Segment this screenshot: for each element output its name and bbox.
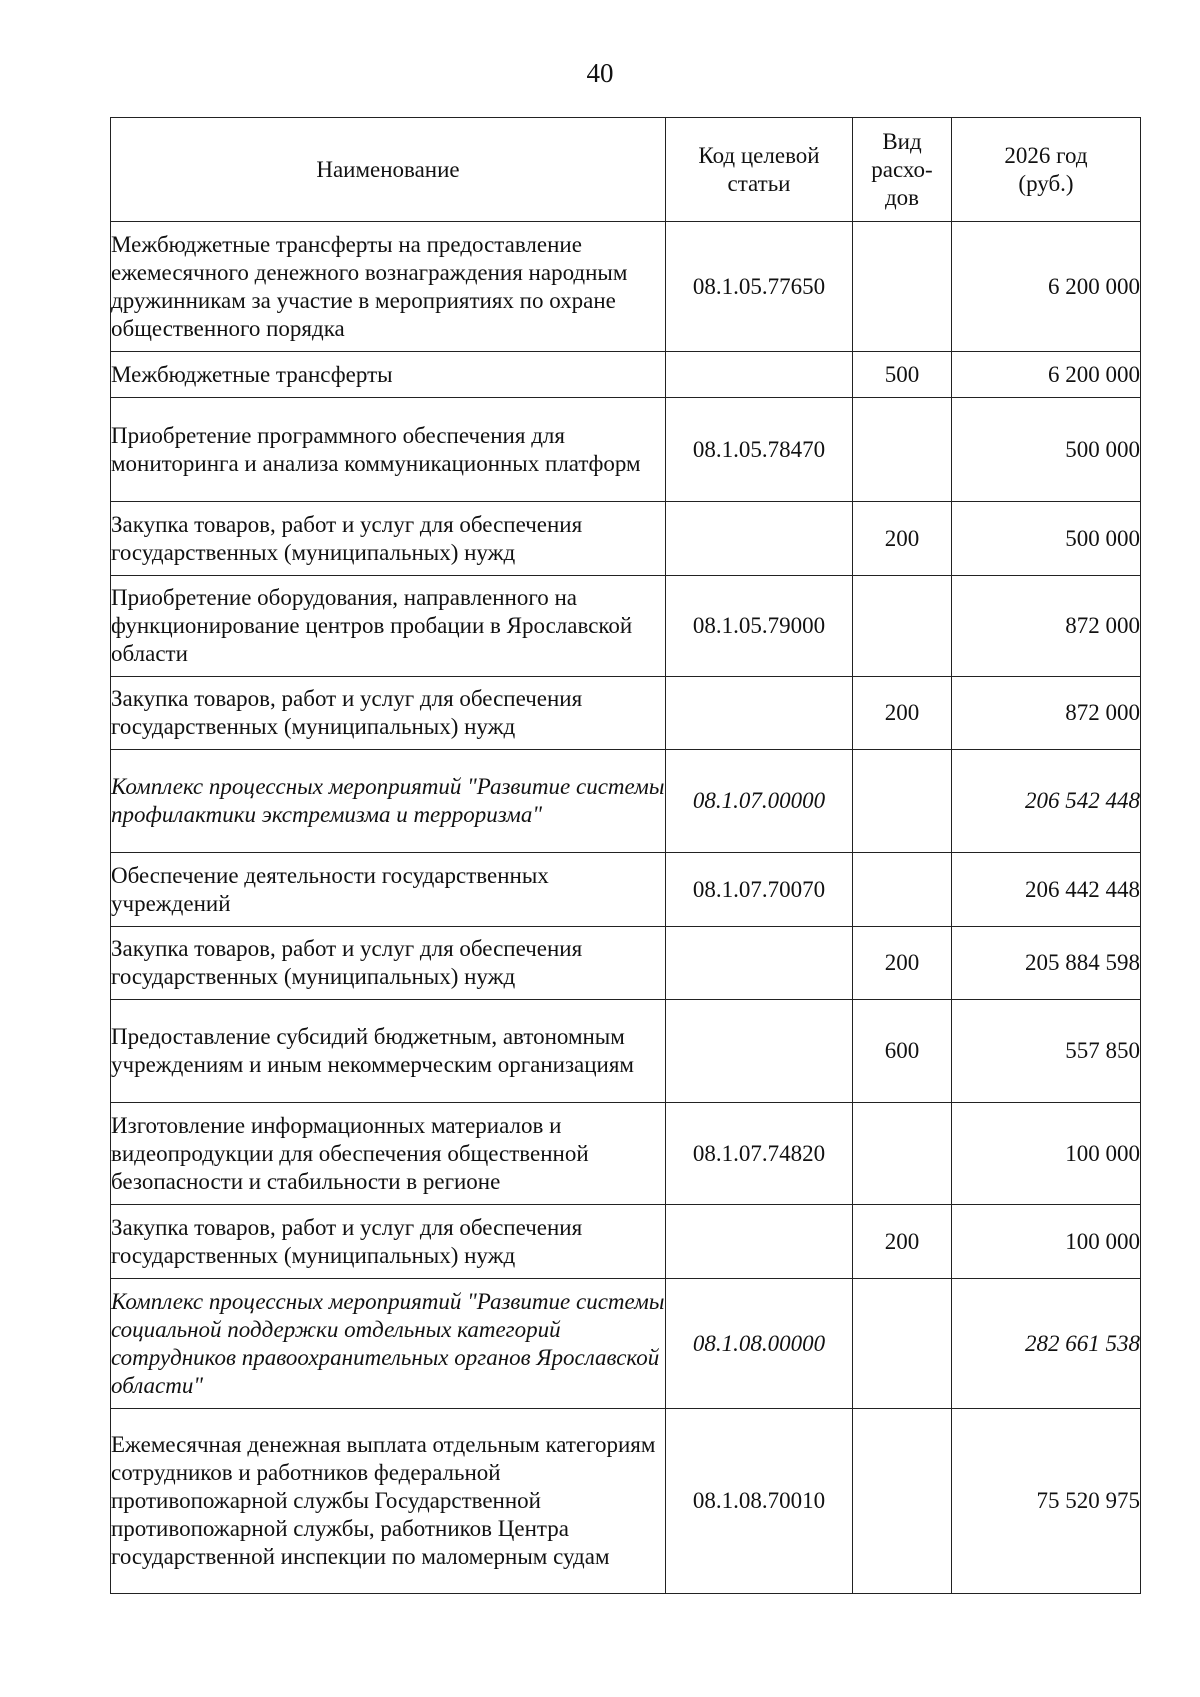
table-row — [111, 576, 1141, 677]
row-kind: 200 — [853, 677, 952, 750]
table-row — [111, 502, 1141, 576]
table-row — [111, 750, 1141, 853]
row-kind: 600 — [853, 1000, 952, 1103]
row-code — [666, 502, 853, 576]
row-kind: 200 — [853, 1205, 952, 1279]
row-amount: 500 000 — [952, 502, 1141, 576]
header-code: Код целевой статьи — [666, 118, 853, 222]
row-amount: 282 661 538 — [952, 1279, 1141, 1409]
row-kind — [853, 853, 952, 927]
table-row — [111, 677, 1141, 750]
row-kind — [853, 222, 952, 352]
table-row — [111, 222, 1141, 352]
table-row — [111, 352, 1141, 398]
row-code: 08.1.08.70010 — [666, 1409, 853, 1594]
table-header-row — [111, 118, 1141, 222]
row-amount: 6 200 000 — [952, 352, 1141, 398]
row-code — [666, 1205, 853, 1279]
table-row — [111, 398, 1141, 502]
row-code: 08.1.08.00000 — [666, 1279, 853, 1409]
row-name: Приобретение программного обеспечения для мониторинга и анализа коммуникационных платформ — [111, 398, 666, 502]
row-code — [666, 352, 853, 398]
row-name: Закупка товаров, работ и услуг для обеспечения государственных (муниципальных) нужд — [111, 677, 666, 750]
row-name: Обеспечение деятельности государственных учреждений — [111, 853, 666, 927]
row-name: Комплекс процессных мероприятий "Развитие системы профилактики экстремизма и терроризма" — [111, 750, 666, 853]
row-amount: 557 850 — [952, 1000, 1141, 1103]
row-code: 08.1.05.79000 — [666, 576, 853, 677]
row-code: 08.1.07.70070 — [666, 853, 853, 927]
budget-table — [110, 117, 1141, 1594]
header-name: Наименование — [111, 118, 666, 222]
row-kind — [853, 398, 952, 502]
row-code — [666, 927, 853, 1000]
row-name: Закупка товаров, работ и услуг для обеспечения государственных (муниципальных) нужд — [111, 1205, 666, 1279]
row-name: Закупка товаров, работ и услуг для обеспечения государственных (муниципальных) нужд — [111, 502, 666, 576]
row-code: 08.1.07.74820 — [666, 1103, 853, 1205]
header-amount: 2026 год (руб.) — [952, 118, 1141, 222]
row-name: Изготовление информационных материалов и видеопродукции для обеспечения общественной безопасности и стабильности в регионе — [111, 1103, 666, 1205]
table-row — [111, 1205, 1141, 1279]
row-code — [666, 677, 853, 750]
page-number: 40 — [586, 58, 614, 88]
row-name: Приобретение оборудования, направленного на функционирование центров пробации в Ярославской области — [111, 576, 666, 677]
row-amount: 100 000 — [952, 1205, 1141, 1279]
row-code: 08.1.05.78470 — [666, 398, 853, 502]
row-name: Ежемесячная денежная выплата отдельным категориям сотрудников и работников федеральной противопожарной службы Государственной противопожарной службы, работников Центра государственной инспекции по маломерным судам — [111, 1409, 666, 1594]
row-amount: 206 442 448 — [952, 853, 1141, 927]
row-kind — [853, 576, 952, 677]
row-kind: 500 — [853, 352, 952, 398]
table-row — [111, 1279, 1141, 1409]
row-name: Межбюджетные трансферты — [111, 352, 666, 398]
row-kind — [853, 750, 952, 853]
row-kind — [853, 1103, 952, 1205]
row-name: Межбюджетные трансферты на предоставление ежемесячного денежного вознаграждения народным дружинникам за участие в мероприятиях по охране общественного порядка — [111, 222, 666, 352]
table-row — [111, 1409, 1141, 1594]
row-code: 08.1.05.77650 — [666, 222, 853, 352]
row-code — [666, 1000, 853, 1103]
row-amount: 872 000 — [952, 576, 1141, 677]
table-row — [111, 1103, 1141, 1205]
row-kind: 200 — [853, 927, 952, 1000]
row-amount: 75 520 975 — [952, 1409, 1141, 1594]
row-amount: 206 542 448 — [952, 750, 1141, 853]
row-kind — [853, 1279, 952, 1409]
row-kind: 200 — [853, 502, 952, 576]
row-name: Предоставление субсидий бюджетным, автономным учреждениям и иным некоммерческим организациям — [111, 1000, 666, 1103]
row-amount: 6 200 000 — [952, 222, 1141, 352]
row-amount: 872 000 — [952, 677, 1141, 750]
row-name: Комплекс процессных мероприятий "Развитие системы социальной поддержки отдельных категорий сотрудников правоохранительных органов Ярославской области" — [111, 1279, 666, 1409]
table-row — [111, 1000, 1141, 1103]
header-kind: Вид расхо-дов — [853, 118, 952, 222]
row-amount: 205 884 598 — [952, 927, 1141, 1000]
row-name: Закупка товаров, работ и услуг для обеспечения государственных (муниципальных) нужд — [111, 927, 666, 1000]
row-code: 08.1.07.00000 — [666, 750, 853, 853]
row-kind — [853, 1409, 952, 1594]
row-amount: 100 000 — [952, 1103, 1141, 1205]
table-row — [111, 853, 1141, 927]
row-amount: 500 000 — [952, 398, 1141, 502]
table-row — [111, 927, 1141, 1000]
